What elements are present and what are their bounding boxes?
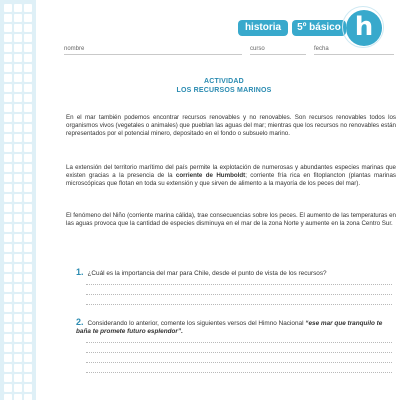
binding-cell [14,264,22,272]
binding-cell [24,24,32,32]
binding-cell [14,84,22,92]
binding-cell [24,144,32,152]
binding-cell [14,244,22,252]
binding-cell [14,114,22,122]
binding-cell [24,174,32,182]
binding-cell [4,64,12,72]
course-field-label: curso [250,46,265,52]
binding-cell [14,354,22,362]
answer-line-q1-1[interactable] [86,284,392,285]
binding-cell [14,314,22,322]
binding-cell [24,314,32,322]
binding-cell [24,384,32,392]
binding-cell [4,4,12,12]
binding-cell [4,304,12,312]
activity-title: ACTIVIDAD [204,78,244,85]
binding-cell [24,224,32,232]
binding-cell [24,344,32,352]
notebook-binding-strip [0,0,36,400]
binding-cell [24,44,32,52]
binding-cell [4,14,12,22]
binding-cell [24,264,32,272]
binding-cell [4,204,12,212]
binding-cell [14,334,22,342]
name-field-line[interactable] [64,54,242,55]
question-2-text: Considerando lo anterior, comente los siguientes versos del Himno Nacional [87,320,306,327]
binding-cell [24,64,32,72]
paragraph-humboldt-part1: La extensión del territorio marítimo del país permite la explotación de numerosas y abundantes especies marinas que existen gracias a la presencia de la [66,164,396,179]
paragraph-humboldt [66,164,396,188]
binding-cell [4,214,12,222]
binding-cell [14,234,22,242]
binding-cell [4,74,12,82]
binding-cell [24,294,32,302]
binding-cell [14,214,22,222]
binding-cell [4,244,12,252]
name-field-label: nombre [64,46,85,52]
binding-cell [4,394,12,402]
binding-cell [14,144,22,152]
answer-line-q2-4[interactable] [86,372,392,373]
binding-cell [4,134,12,142]
binding-cell [14,284,22,292]
question-1 [76,268,394,278]
binding-cell [24,374,32,382]
binding-cell [4,24,12,32]
binding-cell [24,324,32,332]
binding-cell [14,374,22,382]
binding-cell [4,254,12,262]
date-field-line[interactable] [314,54,394,55]
binding-cell [4,54,12,62]
binding-cell [24,74,32,82]
binding-cell [14,254,22,262]
binding-cell [4,184,12,192]
activity-subtitle: LOS RECURSOS MARINOS [176,87,272,94]
paragraph-humboldt-part2: ; corriente fría rica en fitoplancton (plantas marinas microscópicas que flotan en toda su extensión y que sirven de alimento a la mayoría de los peces del mar). [66,172,396,187]
question-1-number: 1. [76,267,84,277]
brand-logo: h [346,10,382,46]
binding-cell [14,394,22,402]
binding-cell [14,294,22,302]
binding-cell [4,124,12,132]
question-2-number: 2. [76,317,84,327]
binding-cell [24,274,32,282]
binding-cell [24,394,32,402]
binding-cell [24,134,32,142]
binding-cell [14,154,22,162]
binding-cell [14,344,22,352]
binding-cell [4,174,12,182]
binding-cell [14,34,22,42]
binding-cell [24,364,32,372]
student-info-fields [64,46,394,58]
paragraph-resources: En el mar también podemos encontrar recursos renovables y no renovables. Son recursos renovables todos los organismos vivos (vegetales o animales) que pueblan las aguas del mar; mientras que los recursos no renovables están representados por el potencial minero, depositado en el fondo o subsuelo marino. [66,114,396,137]
binding-cell [14,384,22,392]
binding-cell [4,354,12,362]
binding-cell [14,54,22,62]
grade-pill: 5º básico [292,20,346,36]
binding-cell [24,4,32,12]
binding-cell [14,304,22,312]
paragraph-el-nino: El fenómeno del Niño (corriente marina cálida), trae consecuencias sobre los peces. El aumento de las temperaturas en las aguas provoca que la cantidad de especies disminuya en el mar de la zona Norte y aumente en la zona Centro Sur. [66,212,396,227]
binding-cell [24,164,32,172]
binding-cell [4,384,12,392]
binding-cell [24,304,32,312]
binding-cell [14,64,22,72]
binding-cell [4,274,12,282]
binding-cell [14,124,22,132]
binding-cell [4,224,12,232]
binding-cell [24,254,32,262]
binding-cell [14,24,22,32]
binding-cell [24,184,32,192]
binding-cell [4,314,12,322]
binding-cell [14,164,22,172]
binding-cell [24,124,32,132]
answer-line-q1-3[interactable] [86,304,392,305]
binding-cell [14,94,22,102]
binding-cell [14,224,22,232]
binding-cell [24,114,32,122]
binding-cell [14,104,22,112]
binding-cell [24,94,32,102]
binding-cell [14,14,22,22]
binding-cell [24,334,32,342]
binding-cell [24,244,32,252]
binding-cell [24,154,32,162]
binding-cell [4,264,12,272]
binding-cell [24,14,32,22]
answer-line-q1-2[interactable] [86,294,392,295]
binding-cell [14,324,22,332]
binding-cell [4,84,12,92]
binding-cell [24,194,32,202]
answer-line-q2-1[interactable] [86,342,392,343]
binding-cell [4,114,12,122]
binding-cell [4,34,12,42]
binding-cell [24,54,32,62]
binding-cell [4,364,12,372]
binding-cell [4,284,12,292]
binding-cell [4,154,12,162]
binding-cell [24,204,32,212]
binding-cell [4,234,12,242]
binding-cell [24,234,32,242]
binding-cell [14,44,22,52]
binding-cell [24,84,32,92]
binding-cell [14,274,22,282]
binding-cell [14,194,22,202]
binding-cell [14,134,22,142]
answer-line-q2-3[interactable] [86,362,392,363]
humboldt-current-term: corriente de Humboldt [175,172,246,179]
binding-cell [4,94,12,102]
worksheet-page [36,0,400,400]
binding-cell [24,284,32,292]
binding-cell [4,44,12,52]
binding-cell [4,334,12,342]
binding-cell [14,74,22,82]
anthem-quote: “ese mar que tranquilo te baña te promete futuro esplendor”. [76,320,383,335]
binding-cell [24,34,32,42]
binding-cell [14,184,22,192]
binding-cell [4,344,12,352]
binding-cell [24,214,32,222]
binding-cell [14,4,22,12]
binding-cell [24,354,32,362]
binding-cell [14,204,22,212]
binding-cell [4,104,12,112]
binding-cell [4,324,12,332]
subject-pill: historia [238,20,288,36]
binding-cell [4,164,12,172]
binding-cell [4,144,12,152]
worksheet-header [196,10,392,46]
binding-cell [24,104,32,112]
date-field-label: fecha [314,46,329,52]
question-2 [76,318,394,336]
answer-line-q2-2[interactable] [86,352,392,353]
question-1-text: ¿Cuál es la importancia del mar para Chile, desde el punto de vista de los recursos? [87,270,327,277]
binding-cell [4,294,12,302]
binding-cell [4,194,12,202]
binding-cell [14,174,22,182]
binding-cell [4,374,12,382]
course-field-line[interactable] [250,54,306,55]
binding-cell [14,364,22,372]
